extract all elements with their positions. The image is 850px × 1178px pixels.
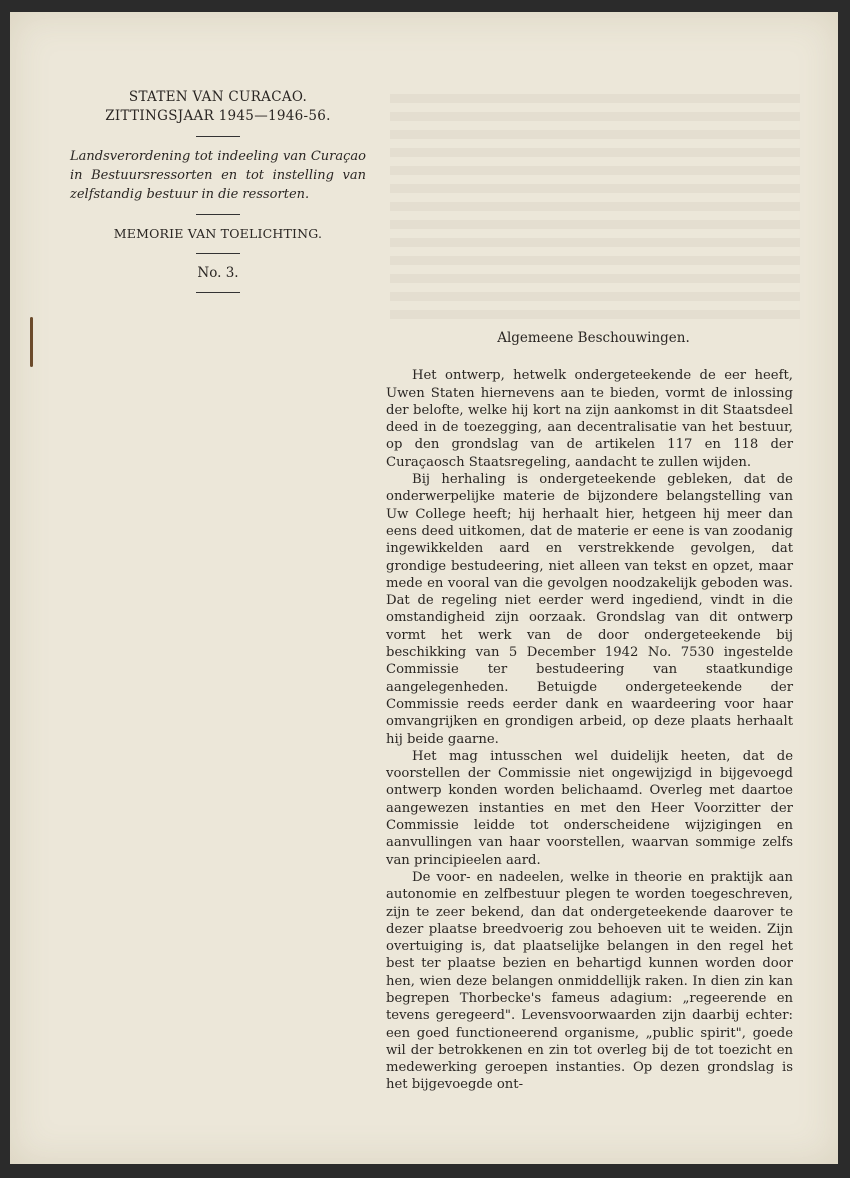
header-session: ZITTINGSJAAR 1945—1946-56. — [105, 108, 331, 124]
body-column — [386, 330, 793, 1094]
document-number: No. 3. — [197, 265, 239, 281]
document-header — [68, 88, 368, 303]
staple-mark — [30, 317, 33, 367]
paragraph: Het ontwerp, hetwelk ondergeteekende de eer heeft, Uwen Staten hiernevens aan te bieden, vormt de inlossing der belofte, welke hij kort na zijn aankomst in dit Staatsdeel deed in de toezegging, aan decentralisatie van het bestuur, op den grondslag van de artikelen 117 en 118 der Curaçaosch Staatsregeling, aandacht te zullen wijden. — [386, 368, 793, 470]
document-page — [10, 12, 838, 1164]
divider — [196, 253, 240, 254]
memo-title: MEMORIE VAN TOELICHTING. — [113, 226, 323, 241]
header-title: STATEN VAN CURACAO. — [128, 89, 308, 105]
section-title: Algemeene Beschouwingen. — [497, 330, 690, 346]
divider — [196, 292, 240, 293]
bleed-through-text — [390, 94, 800, 324]
paragraph: De voor- en nadeelen, welke in theorie en praktijk aan autonomie en zelfbestuur plegen te worden toegeschreven, zijn te zeer bekend, dan dat ondergeteekende daarover te dezer plaatse breedvoerig zou behoeven uit te weiden. Zijn overtuiging is, dat plaatselijke belangen in den regel het best ter plaatse bezien en behartigd kunnen worden door hen, wien deze belangen onmiddellijk raken. In dien zin kan begrepen Thorbecke's fameus adagium: „regeerende en tevens geregeerd". Levensvoorwaarden zijn daarbij echter: een goed functioneerend organisme, „public spirit", goede wil der betrokkenen en zin tot overleg bij de tot toezicht en medewerking geroepen instanties. Op dezen grondslag is het bijgevoegde ont- — [386, 869, 793, 1093]
divider — [196, 136, 240, 137]
ordinance-subject: Landsverordening tot indeeling van Curaçao in Bestuursressorten en tot instelling van zelfstandig bestuur in die ressorten. — [70, 149, 366, 202]
paragraph: Bij herhaling is ondergeteekende gebleken, dat de onderwerpelijke materie de bijzondere belangstelling van Uw College heeft; hij herhaalt hier, hetgeen hij meer dan eens deed uitkomen, dat de materie er eene is van zoodanig ingewikkelden aard en verstrekkende gevolgen, dat grondige bestudeering, niet alleen van tekst en opzet, maar mede en vooral van die gevolgen noodzakelijk geboden was. Dat de regeling niet eerder werd ingediend, vindt in die omstandigheid zijn oorzaak. Grondslag van dit ontwerp vormt het werk van de door ondergeteekende bij beschikking van 5 December 1942 No. 7530 ingestelde Commissie ter bestudeering van staatkundige aangelegenheden. Betuigde ondergeteekende der Commissie reeds eerder dank en waardeering voor haar omvangrijken en grondigen arbeid, op deze plaats herhaalt hij beide gaarne. — [386, 472, 793, 747]
divider — [196, 214, 240, 215]
paragraph: Het mag intusschen wel duidelijk heeten, dat de voorstellen der Commissie niet ongewijzigd in bijgevoegd ontwerp konden worden belichaamd. Overleg met daartoe aangewezen instanties en met den Heer Voorzitter der Commissie leidde tot onderscheidene wijzigingen en aanvullingen van haar voorstellen, waarvan sommige zelfs van principieelen aard. — [386, 748, 793, 868]
